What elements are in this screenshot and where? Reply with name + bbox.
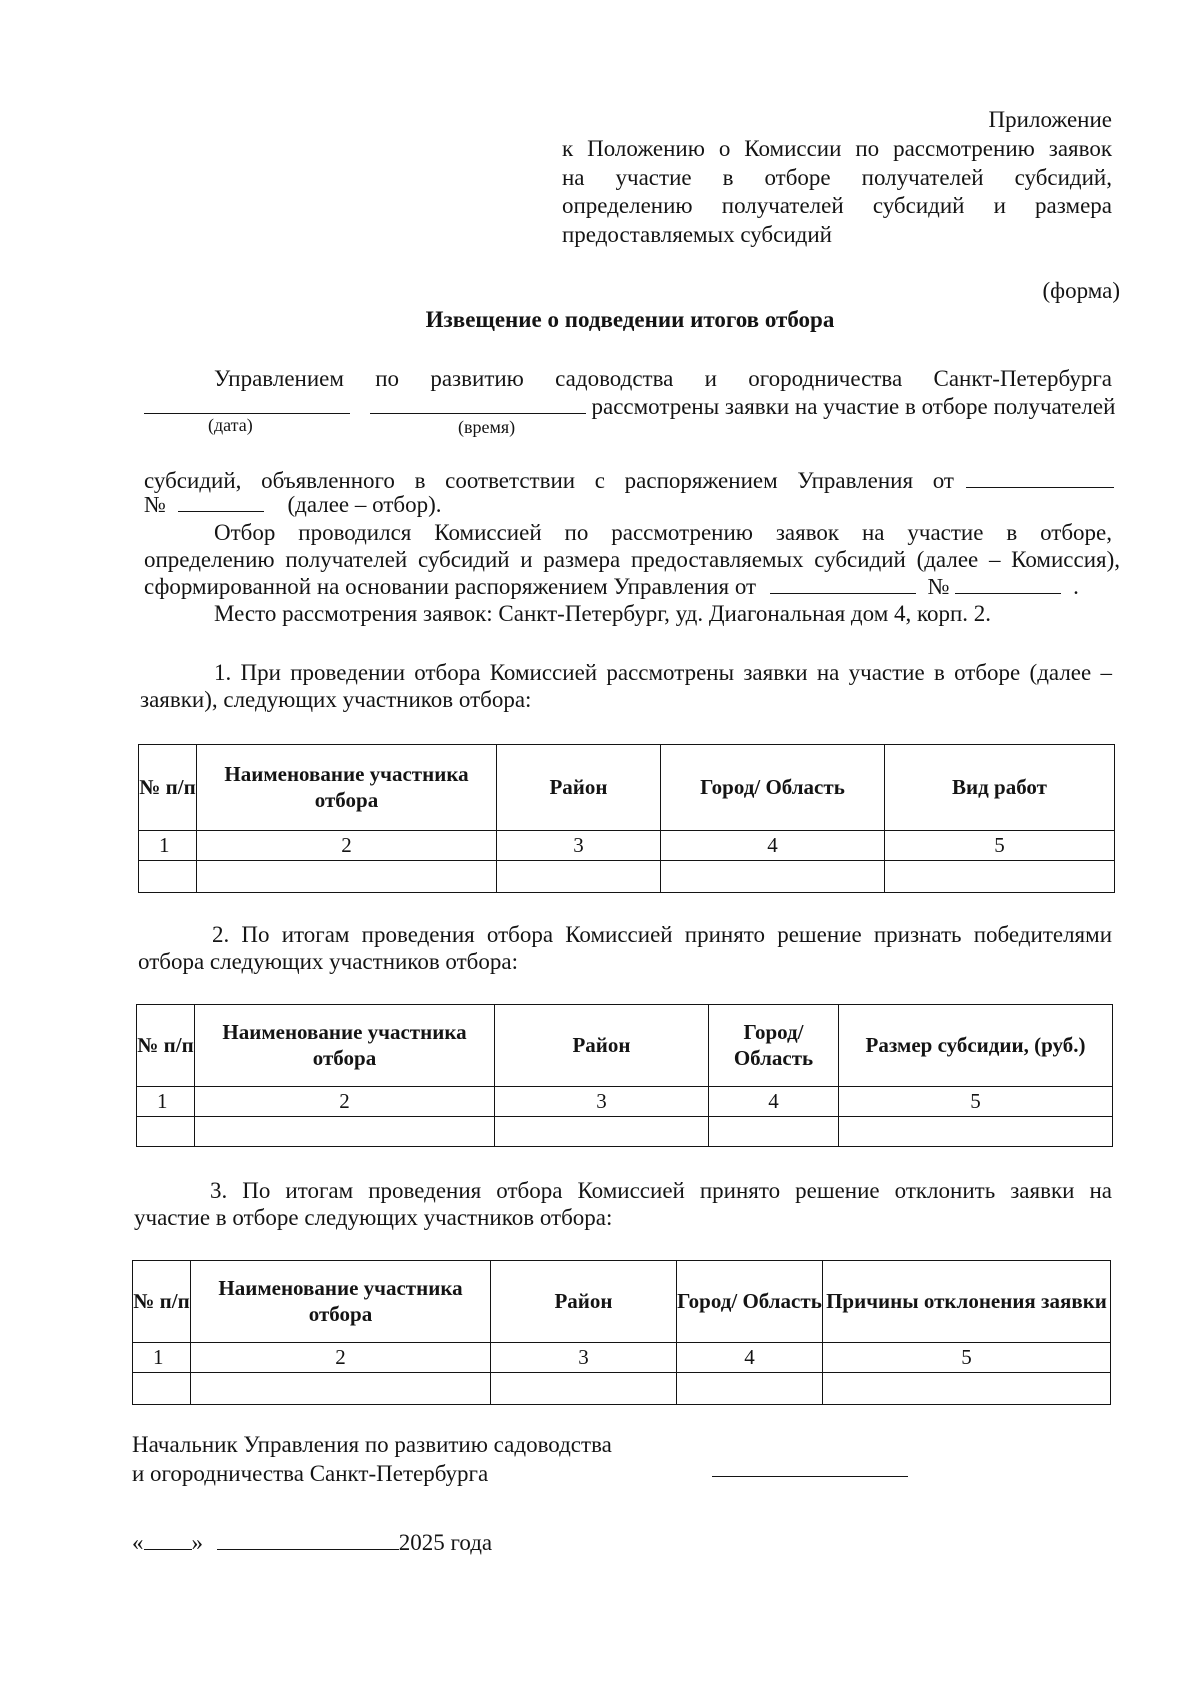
participants-table xyxy=(138,744,1115,893)
appendix-line: к Положению о Комиссии по рассмотрению заявок xyxy=(562,135,1112,161)
table-row xyxy=(139,861,1115,893)
table-row xyxy=(137,1117,1113,1147)
col-header-subsidy-amount: Размер субсидии, (руб.) xyxy=(839,1005,1113,1087)
column-number-cell: 1 xyxy=(139,831,197,861)
empty-cell[interactable] xyxy=(191,1373,491,1405)
empty-cell[interactable] xyxy=(885,861,1115,893)
day-blank[interactable] xyxy=(144,1532,192,1550)
intro-line-2-tail: рассмотрены заявки на участие в отборе получателей xyxy=(591,394,1116,419)
section2-line-1: 2. По итогам проведения отбора Комиссией принято решение признать победителями xyxy=(212,922,1112,947)
col-header-district: Район xyxy=(495,1005,709,1087)
column-number-cell: 2 xyxy=(191,1343,491,1373)
date-footer xyxy=(132,1529,492,1558)
col-header-number: № п/п xyxy=(139,745,197,831)
intro-line-2 xyxy=(144,393,1115,422)
empty-cell[interactable] xyxy=(839,1117,1113,1147)
intro-line-6: определению получателей субсидий и размера предоставляемых субсидий (далее – Комиссия), xyxy=(144,547,1120,572)
commission-order-date-blank[interactable] xyxy=(770,576,916,594)
empty-cell[interactable] xyxy=(195,1117,495,1147)
intro-line-4 xyxy=(144,491,441,520)
commission-order-number-blank[interactable] xyxy=(955,576,1061,594)
year-text: 2025 года xyxy=(398,1530,493,1555)
intro-line-1: Управлением по развитию садоводства и огородничества Санкт-Петербурга xyxy=(214,366,1112,391)
column-number-cell: 2 xyxy=(197,831,497,861)
empty-cell[interactable] xyxy=(677,1373,823,1405)
intro-line-7-text: сформированной на основании распоряжением Управления от xyxy=(144,574,757,599)
column-number-cell: 1 xyxy=(137,1087,195,1117)
signature-blank[interactable] xyxy=(712,1476,908,1477)
col-header-participant: Наименование участника отбора xyxy=(191,1261,491,1343)
quote-open: « xyxy=(132,1530,144,1555)
section3-line-1: 3. По итогам проведения отбора Комиссией принято решение отклонить заявки на xyxy=(210,1178,1112,1203)
empty-cell[interactable] xyxy=(495,1117,709,1147)
month-blank[interactable] xyxy=(217,1532,399,1550)
empty-cell[interactable] xyxy=(197,861,497,893)
empty-cell[interactable] xyxy=(133,1373,191,1405)
column-number-cell: 3 xyxy=(491,1343,677,1373)
appendix-line: предоставляемых субсидий xyxy=(562,222,832,247)
time-blank[interactable] xyxy=(370,396,586,414)
table-row xyxy=(133,1373,1111,1405)
column-number-cell: 5 xyxy=(839,1087,1113,1117)
empty-cell[interactable] xyxy=(823,1373,1111,1405)
form-mark: (форма) xyxy=(1042,278,1120,303)
empty-cell[interactable] xyxy=(137,1117,195,1147)
appendix-line: на участие в отборе получателей субсидий, xyxy=(562,164,1112,190)
number-sign: № xyxy=(144,492,166,517)
column-number-cell: 5 xyxy=(885,831,1115,861)
section3-line-2: участие в отборе следующих участников отбора: xyxy=(134,1205,613,1230)
document-title: Извещение о подведении итогов отбора xyxy=(425,307,835,332)
col-header-participant: Наименование участника отбора xyxy=(195,1005,495,1087)
col-header-work-type: Вид работ xyxy=(885,745,1115,831)
column-number-cell: 3 xyxy=(495,1087,709,1117)
number-sign: № xyxy=(927,574,950,599)
column-number-cell: 4 xyxy=(677,1343,823,1373)
order-date-blank[interactable] xyxy=(966,470,1114,488)
col-header-number: № п/п xyxy=(133,1261,191,1343)
column-number-cell: 1 xyxy=(133,1343,191,1373)
empty-cell[interactable] xyxy=(491,1373,677,1405)
col-header-district: Район xyxy=(491,1261,677,1343)
time-caption: (время) xyxy=(458,417,516,437)
intro-line-7 xyxy=(144,573,1079,602)
col-header-city: Город/ Область xyxy=(661,745,885,831)
intro-line-8: Место рассмотрения заявок: Санкт-Петербург, уд. Диагональная дом 4, корп. 2. xyxy=(214,601,992,626)
intro-line-3-text: субсидий, объявленного в соответствии с распоряжением Управления от xyxy=(144,468,954,493)
date-caption: (дата) xyxy=(208,415,253,435)
section2-line-2: отбора следующих участников отбора: xyxy=(138,949,518,974)
col-header-district: Район xyxy=(497,745,661,831)
winners-table xyxy=(136,1004,1113,1147)
section1-line-1: 1. При проведении отбора Комиссией рассмотрены заявки на участие в отборе (далее – xyxy=(214,660,1112,685)
quote-close: » xyxy=(191,1530,203,1555)
rejected-table xyxy=(132,1260,1111,1405)
column-number-cell: 4 xyxy=(661,831,885,861)
col-header-number: № п/п xyxy=(137,1005,195,1087)
column-number-cell: 5 xyxy=(823,1343,1111,1373)
signatory-line-1: Начальник Управления по развитию садоводства xyxy=(132,1432,612,1457)
empty-cell[interactable] xyxy=(661,861,885,893)
appendix-line: определению получателей субсидий и размера xyxy=(562,193,1112,219)
line-end-period: . xyxy=(1073,574,1079,599)
signatory-line-2: и огородничества Санкт-Петербурга xyxy=(132,1460,489,1486)
empty-cell[interactable] xyxy=(709,1117,839,1147)
order-number-blank[interactable] xyxy=(178,494,264,512)
appendix-title: Приложение xyxy=(988,107,1112,132)
col-header-city: Город/ Область xyxy=(709,1005,839,1087)
col-header-rejection-reason: Причины отклонения заявки xyxy=(823,1261,1111,1343)
empty-cell[interactable] xyxy=(497,861,661,893)
col-header-participant: Наименование участника отбора xyxy=(197,745,497,831)
column-number-cell: 3 xyxy=(497,831,661,861)
appendix-header xyxy=(562,106,1112,250)
intro-line-4-tail: (далее – отбор). xyxy=(287,492,442,517)
empty-cell[interactable] xyxy=(139,861,197,893)
section1-line-2: заявки), следующих участников отбора: xyxy=(140,687,532,712)
signatory-block xyxy=(132,1431,612,1489)
column-number-cell: 4 xyxy=(709,1087,839,1117)
intro-line-5: Отбор проводился Комиссией по рассмотрению заявок на участие в отборе, xyxy=(214,520,1112,545)
col-header-city: Город/ Область xyxy=(677,1261,823,1343)
column-number-cell: 2 xyxy=(195,1087,495,1117)
date-blank[interactable] xyxy=(144,396,350,414)
